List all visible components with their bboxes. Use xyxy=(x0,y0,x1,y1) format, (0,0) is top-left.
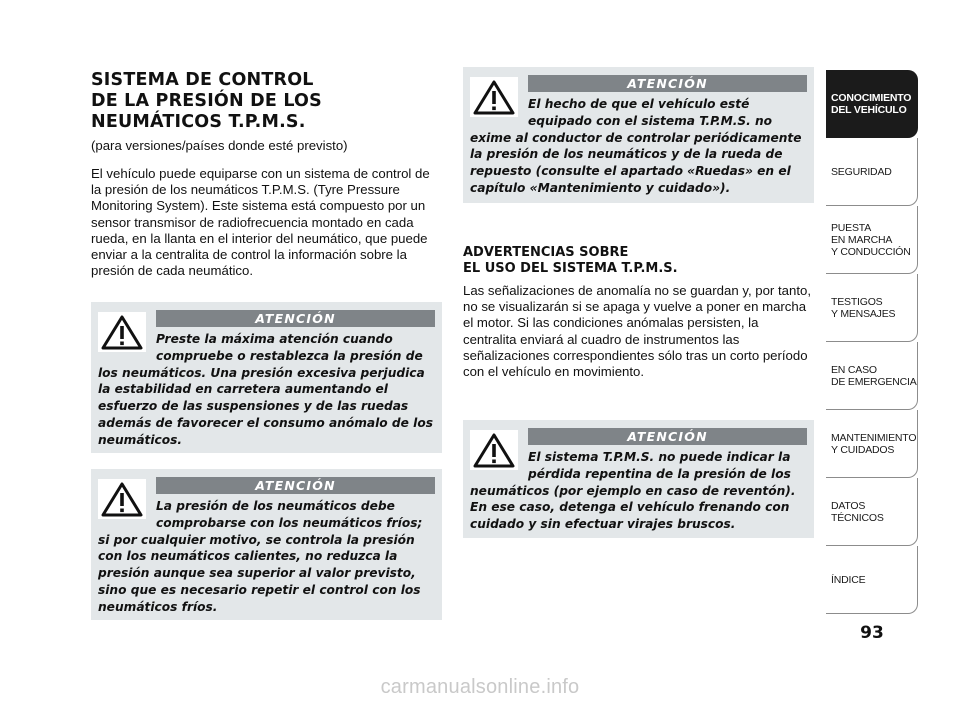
tab-mantenimiento[interactable]: MANTENIMIENTO Y CUIDADOS xyxy=(826,410,918,478)
warning-box-sudden-loss xyxy=(463,420,814,538)
warning-text: Preste la máxima atención cuando compruebe o restablezca la presión de los neumáticos. Una presión excesiva perjudica la estabilidad en carretera aumentando el esfuerzo de las suspensiones y de las ruedas además de favorecer el consumo anómalo de los neumáticos. xyxy=(98,332,433,447)
warning-box-driver-responsibility xyxy=(463,67,814,203)
availability-note: (para versiones/países donde esté previsto) xyxy=(91,138,348,153)
tab-en-caso-de-emergencia[interactable]: EN CASO DE EMERGENCIA xyxy=(826,342,918,410)
subsection-heading-line-2: EL USO DEL SISTEMA T.P.M.S. xyxy=(463,261,678,276)
usage-paragraph: Las señalizaciones de anomalía no se guardan y, por tanto, no se visualizarán si se apaga y vuelve a poner en marcha el motor. Si las condiciones anómalas persisten, la centralita enviará al cuadro de instrumentos las señalizaciones correspondientes sólo tras un corto período con el vehículo en movimiento. xyxy=(463,283,811,380)
left-column xyxy=(91,70,442,279)
middle-section xyxy=(463,245,814,380)
watermark: carmanualsonline.info xyxy=(380,676,580,698)
tab-datos-tecnicos[interactable]: DATOS TÉCNICOS xyxy=(826,478,918,546)
section-title-line-2: DE LA PRESIÓN DE LOS xyxy=(91,91,322,111)
section-title-line-3: NEUMÁTICOS T.P.M.S. xyxy=(91,112,306,132)
warning-text: El sistema T.P.M.S. no puede indicar la pérdida repentina de la presión de los neumáticos (por ejemplo en caso de reventón). En ese caso, detenga el vehículo frenando con cuidado y sin efectuar virajes bruscos. xyxy=(470,450,796,532)
subsection-heading-line-1: ADVERTENCIAS SOBRE xyxy=(463,245,629,260)
subsection-heading xyxy=(463,245,814,277)
tab-seguridad[interactable]: SEGURIDAD xyxy=(826,138,918,206)
tab-testigos-y-mensajes[interactable]: TESTIGOS Y MENSAJES xyxy=(826,274,918,342)
warning-triangle-icon xyxy=(98,479,146,519)
warning-header: ATENCIÓN xyxy=(156,477,435,494)
warning-triangle-icon xyxy=(98,312,146,352)
warning-box-cold-tyres xyxy=(91,469,442,620)
tab-puesta-en-marcha[interactable]: PUESTA EN MARCHA Y CONDUCCIÓN xyxy=(826,206,918,274)
warning-text: La presión de los neumáticos debe comprobarse con los neumáticos fríos; si por cualquier motivo, se controla la presión con los neumáticos calientes, no reduzca la presión aunque sea superior al valor previsto, sino que es necesario repetir el control con los neumáticos fríos. xyxy=(98,499,423,614)
warning-text: El hecho de que el vehículo esté equipado con el sistema T.P.M.S. no exime al conductor de controlar periódicamente la presión de los neumáticos y de la rueda de repuesto (consulte el apartado «Ruedas» en el capítulo «Mantenimiento y cuidado»). xyxy=(470,97,802,195)
tab-conocimiento-del-vehiculo[interactable]: CONOCIMIENTO DEL VEHÍCULO xyxy=(826,70,918,138)
tab-indice[interactable]: ÍNDICE xyxy=(826,546,918,614)
warning-box-pressure-reset xyxy=(91,302,442,453)
chapter-tabs xyxy=(826,70,918,614)
intro-paragraph: El vehículo puede equiparse con un sistema de control de la presión de los neumáticos T.P.M.S. (Tyre Pressure Monitoring System). Este sistema está compuesto por un sensor transmisor de radiofrecuencia montado en cada rueda, en la llanta en el interior del neumático, que puede enviar a la centralita de control la información sobre la presión de cada neumático. xyxy=(91,166,430,279)
warning-triangle-icon xyxy=(470,430,518,470)
warning-triangle-icon xyxy=(470,77,518,117)
section-title xyxy=(91,70,442,133)
warning-header: ATENCIÓN xyxy=(528,75,807,92)
warning-header: ATENCIÓN xyxy=(156,310,435,327)
warning-header: ATENCIÓN xyxy=(528,428,807,445)
page-number: 93 xyxy=(860,623,884,643)
section-title-line-1: SISTEMA DE CONTROL xyxy=(91,70,314,90)
